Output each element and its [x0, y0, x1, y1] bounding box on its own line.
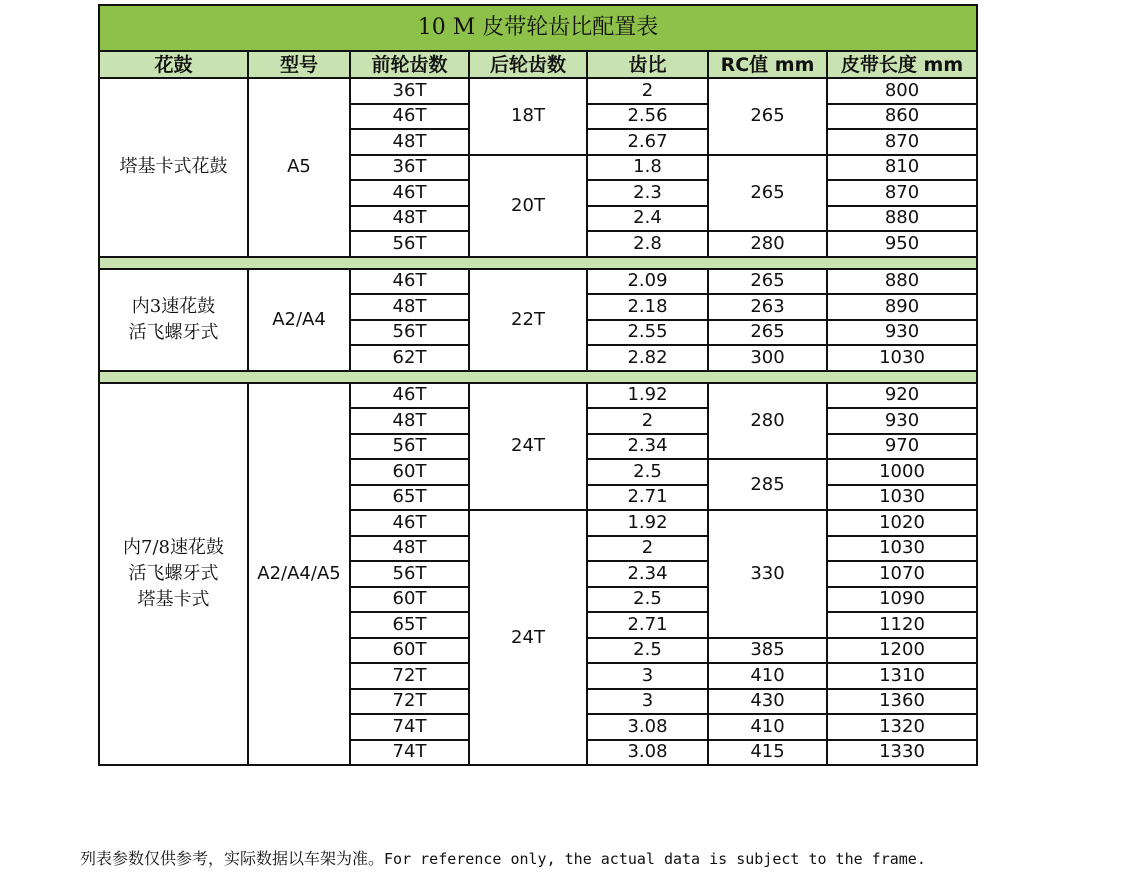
hub-type-cell — [99, 383, 248, 766]
rc-value-cell: 280 — [708, 231, 827, 257]
rc-value-cell: 265 — [708, 269, 827, 295]
belt-length-cell: 1030 — [827, 485, 977, 511]
front-teeth-cell: 74T — [350, 714, 469, 740]
hub-type-line: 内7/8速花鼓 — [123, 536, 224, 558]
gear-ratio-cell: 1.92 — [587, 510, 708, 536]
table-row — [99, 78, 977, 104]
front-teeth-cell: 36T — [350, 155, 469, 181]
belt-length-cell: 1030 — [827, 536, 977, 562]
gear-ratio-cell: 2.5 — [587, 587, 708, 613]
rc-value-cell: 410 — [708, 714, 827, 740]
model-cell: A5 — [248, 78, 350, 257]
header-hub: 花鼓 — [99, 51, 248, 78]
rc-value-cell: 410 — [708, 663, 827, 689]
front-teeth-cell: 74T — [350, 740, 469, 766]
rc-value-cell: 415 — [708, 740, 827, 766]
front-teeth-cell: 56T — [350, 231, 469, 257]
belt-length-cell: 1330 — [827, 740, 977, 766]
header-model: 型号 — [248, 51, 350, 78]
gear-ratio-cell: 2.55 — [587, 320, 708, 346]
gear-ratio-cell: 1.92 — [587, 383, 708, 409]
front-teeth-cell: 60T — [350, 587, 469, 613]
model-cell: A2/A4/A5 — [248, 383, 350, 766]
front-teeth-cell: 46T — [350, 104, 469, 130]
separator-band — [99, 371, 977, 383]
gear-ratio-cell: 2.4 — [587, 206, 708, 232]
hub-type-line: 内3速花鼓 — [131, 295, 216, 317]
front-teeth-cell: 60T — [350, 459, 469, 485]
rc-value-cell: 265 — [708, 78, 827, 155]
rc-value-cell: 430 — [708, 689, 827, 715]
front-teeth-cell: 48T — [350, 408, 469, 434]
header-rear-teeth: 后轮齿数 — [469, 51, 587, 78]
rc-value-cell: 265 — [708, 320, 827, 346]
front-teeth-cell: 56T — [350, 434, 469, 460]
belt-length-cell: 870 — [827, 180, 977, 206]
front-teeth-cell: 36T — [350, 78, 469, 104]
gear-ratio-cell: 2 — [587, 78, 708, 104]
hub-type-line: 塔基卡式 — [137, 588, 210, 610]
gear-ratio-cell: 2.09 — [587, 269, 708, 295]
gear-ratio-cell: 2.18 — [587, 294, 708, 320]
gear-ratio-cell: 2 — [587, 536, 708, 562]
gear-ratio-cell: 2.67 — [587, 129, 708, 155]
belt-length-cell: 1030 — [827, 345, 977, 371]
header-front-teeth: 前轮齿数 — [350, 51, 469, 78]
belt-length-cell: 1120 — [827, 612, 977, 638]
belt-length-cell: 1020 — [827, 510, 977, 536]
belt-length-cell: 880 — [827, 206, 977, 232]
rc-value-cell: 263 — [708, 294, 827, 320]
header-row — [99, 51, 977, 78]
belt-length-cell: 860 — [827, 104, 977, 130]
front-teeth-cell: 46T — [350, 510, 469, 536]
belt-length-cell: 890 — [827, 294, 977, 320]
hub-type-line: 活飞螺牙式 — [128, 321, 219, 343]
group-separator — [99, 371, 977, 383]
front-teeth-cell: 46T — [350, 180, 469, 206]
rc-value-cell: 285 — [708, 459, 827, 510]
footnote-en: For reference only, the actual data is subject to the frame. — [384, 850, 926, 868]
belt-length-cell: 1310 — [827, 663, 977, 689]
belt-length-cell: 1000 — [827, 459, 977, 485]
belt-length-cell: 930 — [827, 320, 977, 346]
gear-ratio-cell: 2.3 — [587, 180, 708, 206]
hub-type-cell — [99, 269, 248, 371]
belt-length-cell: 1360 — [827, 689, 977, 715]
gear-ratio-cell: 1.8 — [587, 155, 708, 181]
rc-value-cell: 280 — [708, 383, 827, 460]
rc-value-cell: 265 — [708, 155, 827, 232]
rear-teeth-cell: 20T — [469, 155, 587, 257]
front-teeth-cell: 62T — [350, 345, 469, 371]
front-teeth-cell: 65T — [350, 612, 469, 638]
belt-length-cell: 800 — [827, 78, 977, 104]
gear-ratio-cell: 2.5 — [587, 459, 708, 485]
front-teeth-cell: 60T — [350, 638, 469, 664]
gear-ratio-cell: 2.71 — [587, 612, 708, 638]
front-teeth-cell: 48T — [350, 294, 469, 320]
hub-type-cell — [99, 78, 248, 257]
gear-ratio-cell: 3.08 — [587, 714, 708, 740]
gear-ratio-cell: 3.08 — [587, 740, 708, 766]
gear-ratio-cell: 3 — [587, 689, 708, 715]
belt-length-cell: 1090 — [827, 587, 977, 613]
hub-type-line: 活飞螺牙式 — [128, 562, 219, 584]
belt-length-cell: 930 — [827, 408, 977, 434]
table-row — [99, 383, 977, 409]
belt-length-cell: 920 — [827, 383, 977, 409]
belt-length-cell: 1320 — [827, 714, 977, 740]
belt-length-cell: 1200 — [827, 638, 977, 664]
rear-teeth-cell: 24T — [469, 510, 587, 765]
rear-teeth-cell: 18T — [469, 78, 587, 155]
front-teeth-cell: 46T — [350, 383, 469, 409]
header-gear-ratio: 齿比 — [587, 51, 708, 78]
hub-type-line: 塔基卡式花鼓 — [119, 156, 228, 178]
table-row — [99, 269, 977, 295]
rc-value-cell: 300 — [708, 345, 827, 371]
table-title: 10 M 皮带轮齿比配置表 — [99, 5, 977, 51]
rear-teeth-cell: 24T — [469, 383, 587, 511]
front-teeth-cell: 48T — [350, 536, 469, 562]
belt-length-cell: 880 — [827, 269, 977, 295]
belt-length-cell: 870 — [827, 129, 977, 155]
gear-ratio-table — [98, 4, 978, 766]
belt-length-cell: 950 — [827, 231, 977, 257]
separator-band — [99, 257, 977, 269]
gear-ratio-cell: 2 — [587, 408, 708, 434]
group-separator — [99, 257, 977, 269]
gear-ratio-cell: 2.71 — [587, 485, 708, 511]
belt-length-cell: 970 — [827, 434, 977, 460]
gear-ratio-cell: 2.34 — [587, 434, 708, 460]
gear-ratio-cell: 2.8 — [587, 231, 708, 257]
gear-ratio-cell: 3 — [587, 663, 708, 689]
rear-teeth-cell: 22T — [469, 269, 587, 371]
footnote-cn: 列表参数仅供参考，实际数据以车架为准。 — [80, 849, 385, 868]
gear-ratio-cell: 2.34 — [587, 561, 708, 587]
gear-ratio-cell: 2.56 — [587, 104, 708, 130]
front-teeth-cell: 48T — [350, 206, 469, 232]
footnote — [80, 846, 926, 869]
belt-length-cell: 810 — [827, 155, 977, 181]
front-teeth-cell: 56T — [350, 561, 469, 587]
model-cell: A2/A4 — [248, 269, 350, 371]
belt-length-cell: 1070 — [827, 561, 977, 587]
front-teeth-cell: 48T — [350, 129, 469, 155]
front-teeth-cell: 56T — [350, 320, 469, 346]
front-teeth-cell: 72T — [350, 663, 469, 689]
front-teeth-cell: 72T — [350, 689, 469, 715]
header-rc-value: RC值 mm — [708, 51, 827, 78]
gear-ratio-cell: 2.5 — [587, 638, 708, 664]
front-teeth-cell: 65T — [350, 485, 469, 511]
header-belt-length: 皮带长度 mm — [827, 51, 977, 78]
front-teeth-cell: 46T — [350, 269, 469, 295]
rc-value-cell: 330 — [708, 510, 827, 638]
rc-value-cell: 385 — [708, 638, 827, 664]
gear-ratio-cell: 2.82 — [587, 345, 708, 371]
